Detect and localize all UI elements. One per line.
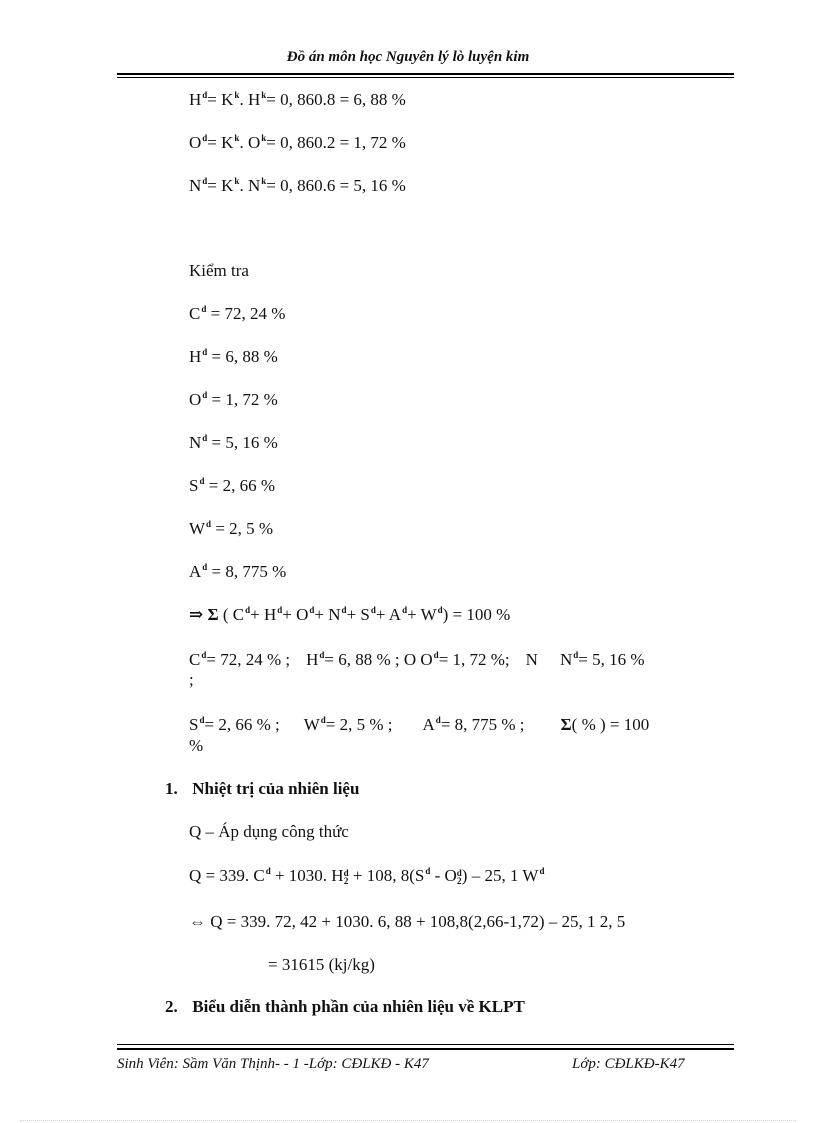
formula-h: [189, 90, 406, 112]
q-label: Q – Áp dụng công thức: [189, 822, 349, 841]
sum-sup: d: [309, 605, 315, 615]
summary-row-1-wrap: ;: [189, 670, 194, 689]
check-item-w: [189, 519, 273, 541]
formula-n: [189, 176, 406, 198]
check-item-el: S: [189, 476, 199, 495]
check-item-sup: d: [201, 304, 207, 314]
check-item-val: = 8, 775 %: [207, 562, 287, 581]
check-title: Kiểm tra: [189, 261, 249, 280]
check-item-el: O: [189, 390, 202, 409]
summary-val: = 2, 66 % ;: [204, 715, 280, 734]
section-title: Nhiệt trị của nhiên liệu: [192, 779, 360, 798]
summary-sup: d: [199, 715, 205, 725]
summary-sup: d: [433, 650, 439, 660]
formula-part: Q = 339. C: [189, 866, 265, 885]
footer-rule-bottom: [117, 1048, 734, 1050]
summary-el: N: [525, 650, 538, 669]
sum-sup: d: [370, 605, 376, 615]
heat-formula: [189, 866, 544, 888]
sum-term: + S: [346, 605, 370, 624]
formula-n-sup3: k: [261, 176, 267, 186]
formula-sup: d: [456, 868, 462, 879]
footer-rule-top: [117, 1044, 734, 1045]
summary-el: C: [189, 650, 201, 669]
formula-n-mid2: . N: [239, 176, 261, 195]
sum-sup: d: [341, 605, 347, 615]
formula-h-sup1: d: [202, 90, 208, 100]
check-item-o: [189, 390, 278, 412]
summary-el: H: [306, 650, 319, 669]
formula-o-sup2: k: [234, 133, 240, 143]
formula-n-lhs: N: [189, 176, 202, 195]
implies-symbol: ⇒: [189, 605, 204, 624]
sum-term: + N: [314, 605, 341, 624]
check-item-sup: d: [202, 562, 208, 572]
sigma-symbol: Σ: [207, 605, 219, 624]
check-item-c: [189, 304, 285, 326]
formula-o-rhs: = 0, 860.2 = 1, 72 %: [266, 133, 406, 152]
formula-o-mid: = K: [207, 133, 234, 152]
formula-n-sup1: d: [202, 176, 208, 186]
check-item-el: H: [189, 347, 202, 366]
summary-val: = 5, 16 %: [578, 650, 645, 669]
sum-sup: d: [245, 605, 251, 615]
formula-h-lhs: H: [189, 90, 202, 109]
formula-sub: 2: [343, 876, 349, 887]
formula-part: - O: [430, 866, 457, 885]
formula-sup: d: [343, 868, 349, 879]
check-item-el: C: [189, 304, 201, 323]
sum-sup: d: [437, 605, 443, 615]
check-item-n: [189, 433, 278, 455]
check-item-val: = 6, 88 %: [207, 347, 278, 366]
summary-val: ( % ) = 100: [571, 715, 650, 734]
equivalence-symbol: ⇔: [189, 912, 206, 931]
formula-h-rhs: = 0, 860.8 = 6, 88 %: [266, 90, 406, 109]
summary-el: A: [422, 715, 435, 734]
footer-left: Sinh Viên: Sầm Văn Thịnh- - 1 -Lớp: CĐLKĐ - K47: [117, 1056, 429, 1072]
check-item-val: = 72, 24 %: [206, 304, 286, 323]
summary-sup: d: [319, 650, 325, 660]
formula-o-lhs: O: [189, 133, 202, 152]
formula-h-mid2: . H: [239, 90, 261, 109]
check-item-sup: d: [206, 519, 212, 529]
footer-right: Lớp: CĐLKĐ-K47: [572, 1056, 685, 1072]
formula-o-mid2: . O: [239, 133, 261, 152]
summary-sup: d: [201, 650, 207, 660]
formula-sub: 2: [457, 876, 462, 887]
page-header: Đồ án môn học Nguyên lý lò luyện kim: [286, 49, 530, 65]
check-item-val: = 1, 72 %: [207, 390, 278, 409]
formula-h-mid: = K: [207, 90, 234, 109]
summary-el: W: [303, 715, 320, 734]
formula-sup: d: [265, 866, 271, 876]
sum-sup: d: [277, 605, 283, 615]
formula-o: [189, 133, 406, 155]
section-1-heading: [165, 779, 359, 799]
formula-sup: d: [539, 866, 545, 876]
sigma-symbol: Σ: [560, 715, 572, 734]
sum-line: [189, 605, 510, 627]
heat-calc: [189, 912, 625, 932]
summary-val: = 8, 775 % ;: [440, 715, 525, 734]
section-2-heading: [165, 997, 525, 1017]
check-item-el: N: [189, 433, 202, 452]
sum-sup: d: [402, 605, 408, 615]
formula-sup: d: [425, 866, 431, 876]
sum-term: ) = 100 %: [442, 605, 511, 624]
section-number: 1.: [165, 779, 178, 798]
summary-row-1: [189, 650, 645, 672]
summary-sup: d: [573, 650, 579, 660]
check-item-h: [189, 347, 278, 369]
check-item-sup: d: [202, 390, 208, 400]
check-item-a: [189, 562, 286, 584]
summary-val: = 6, 88 % ; O O: [324, 650, 433, 669]
sum-term: + W: [407, 605, 437, 624]
check-item-el: A: [189, 562, 202, 581]
summary-row-2-wrap: %: [189, 736, 204, 755]
section-number: 2.: [165, 997, 178, 1016]
sum-term: ( C: [218, 605, 245, 624]
heat-result: = 31615 (kj/kg): [268, 955, 375, 974]
formula-part: ) – 25, 1 W: [461, 866, 539, 885]
summary-sup: d: [435, 715, 441, 725]
formula-h-sup2: k: [234, 90, 240, 100]
formula-h-sup3: k: [261, 90, 267, 100]
check-item-val: = 2, 5 %: [211, 519, 274, 538]
formula-o-sup3: k: [261, 133, 267, 143]
summary-val: = 72, 24 % ;: [206, 650, 291, 669]
sum-term: + A: [375, 605, 402, 624]
formula-part: + 108, 8(S: [348, 866, 425, 885]
check-item-sup: d: [202, 347, 208, 357]
check-item-el: W: [189, 519, 206, 538]
summary-row-2: [189, 715, 649, 737]
formula-n-mid: = K: [207, 176, 234, 195]
summary-sup: d: [320, 715, 326, 725]
sum-term: + H: [250, 605, 277, 624]
header-rule-bottom: [117, 77, 734, 78]
header-rule-top: [117, 73, 734, 75]
formula-part: + 1030. H: [270, 866, 344, 885]
check-item-val: = 5, 16 %: [207, 433, 278, 452]
calc-text: Q = 339. 72, 42 + 1030. 6, 88 + 108,8(2,66-1,72) – 25, 1 2, 5: [210, 912, 626, 931]
check-item-sup: d: [202, 433, 208, 443]
page-bottom-dotted-line: [20, 1120, 796, 1121]
summary-el: S: [189, 715, 199, 734]
section-title: Biểu diễn thành phần của nhiên liệu về KLPT: [192, 997, 525, 1016]
summary-el: N: [559, 650, 573, 669]
check-item-sup: d: [199, 476, 205, 486]
summary-val: = 2, 5 % ;: [325, 715, 393, 734]
check-item-s: [189, 476, 275, 498]
formula-o-sup1: d: [202, 133, 208, 143]
sum-term: + O: [282, 605, 309, 624]
check-item-val: = 2, 66 %: [204, 476, 275, 495]
formula-n-sup2: k: [234, 176, 240, 186]
formula-n-rhs: = 0, 860.6 = 5, 16 %: [266, 176, 406, 195]
summary-val: = 1, 72 %;: [438, 650, 510, 669]
